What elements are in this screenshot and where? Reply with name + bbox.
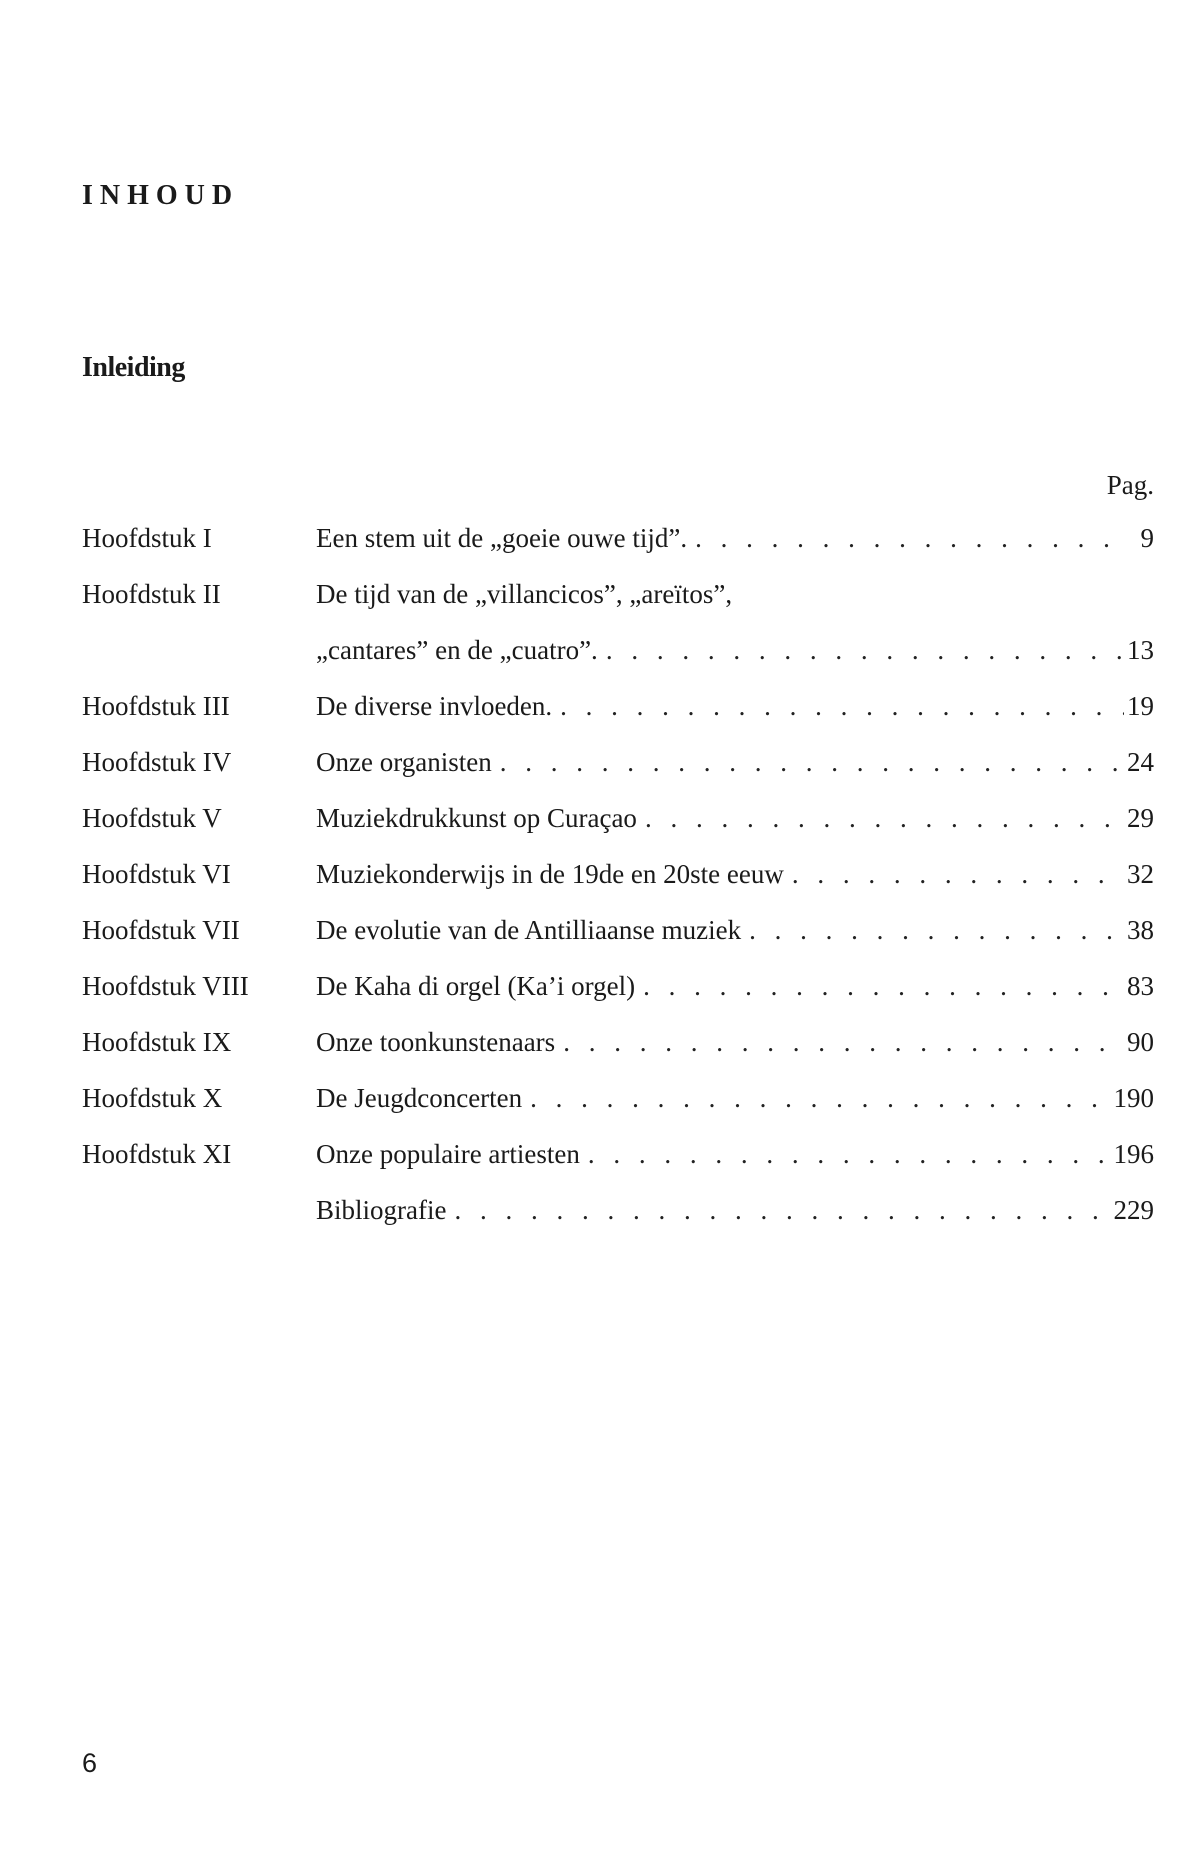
chapter-label: Hoofdstuk VII [82,915,240,945]
chapter-label: Hoofdstuk IV [82,747,232,777]
dot-leader [741,902,1124,958]
entry-title: De evolutie van de Antilliaanse muziek [316,915,742,945]
dot-leader [784,846,1124,902]
chapter-label: Hoofdstuk VI [82,859,231,889]
entry-title: Een stem uit de „goeie ouwe tijd”. [316,523,688,553]
toc-entry [316,846,1154,902]
toc-entry [316,510,1154,566]
chapter-label: Hoofdstuk II [82,579,221,609]
dot-leader [552,678,1124,734]
dot-leader [522,1070,1113,1126]
toc-entry [316,1014,1154,1070]
page-number: 83 [1127,971,1154,1001]
entry-title: Onze organisten [316,747,492,777]
chapter-label: Hoofdstuk XI [82,1139,232,1169]
toc-entry [316,566,1154,678]
toc-row-7 [82,902,1154,958]
page-number: 38 [1127,915,1154,945]
page-number: 9 [1140,523,1154,553]
toc-row-2 [82,566,1154,678]
chapter-label: Hoofdstuk III [82,691,230,721]
dot-leader [598,622,1124,678]
toc-entry [316,958,1154,1014]
toc-entry [316,790,1154,846]
page-number: 196 [1113,1139,1154,1169]
toc-row-12 [82,1182,1154,1238]
chapter-label: Hoofdstuk V [82,803,222,833]
dot-leader [446,1182,1113,1238]
toc-row-11 [82,1126,1154,1182]
entry-title: Onze populaire artiesten [316,1139,580,1169]
page-title: INHOUD [82,180,240,211]
chapter-label: Hoofdstuk IX [82,1027,232,1057]
entry-title: De diverse invloeden. [316,691,553,721]
page-number: 229 [1113,1195,1154,1225]
table-of-contents [82,460,1154,1238]
toc-row-1 [82,510,1154,566]
dot-leader [687,510,1124,566]
page-number: 24 [1127,747,1154,777]
page-number: 29 [1127,803,1154,833]
chapter-label: Hoofdstuk X [82,1083,223,1113]
page-column-label: Pag. [1106,470,1154,500]
dot-leader [580,1126,1114,1182]
entry-line-2 [316,622,1154,678]
toc-row-3 [82,678,1154,734]
toc-row-5 [82,790,1154,846]
chapter-label: Hoofdstuk I [82,523,212,553]
toc-entry [316,678,1154,734]
toc-row-10 [82,1070,1154,1126]
entry-line-1 [316,566,1154,622]
entry-title-line-1: De tijd van de „villancicos”, „areïtos”, [316,579,733,609]
toc-entry [316,1126,1154,1182]
page-folio-number: 6 [82,1748,98,1778]
toc-row-4 [82,734,1154,790]
page-number: 90 [1127,1027,1154,1057]
entry-title: Bibliografie [316,1195,447,1225]
page-number: 190 [1113,1083,1154,1113]
page-number: 13 [1127,635,1154,665]
entry-title: Muziekdrukkunst op Curaçao [316,803,637,833]
toc-row-8 [82,958,1154,1014]
toc-row-6 [82,846,1154,902]
toc-entry [316,1070,1154,1126]
entry-title: De Kaha di orgel (Ka’i orgel) [316,971,636,1001]
dot-leader [555,1014,1124,1070]
toc-row-9 [82,1014,1154,1070]
dot-leader [637,790,1124,846]
chapter-label: Hoofdstuk VIII [82,971,249,1001]
entry-title: Onze toonkunstenaars [316,1027,556,1057]
intro-heading: Inleiding [82,352,185,383]
entry-title-line-2: „cantares” en de „cuatro”. [316,635,598,665]
dot-leader [492,734,1124,790]
page-number: 32 [1127,859,1154,889]
entry-title: Muziekonderwijs in de 19de en 20ste eeuw [316,859,784,889]
toc-entry [316,1182,1154,1238]
toc-entry [316,902,1154,958]
entry-title: De Jeugdconcerten [316,1083,523,1113]
dot-leader [635,958,1124,1014]
toc-entry [316,734,1154,790]
page-number: 19 [1127,691,1154,721]
